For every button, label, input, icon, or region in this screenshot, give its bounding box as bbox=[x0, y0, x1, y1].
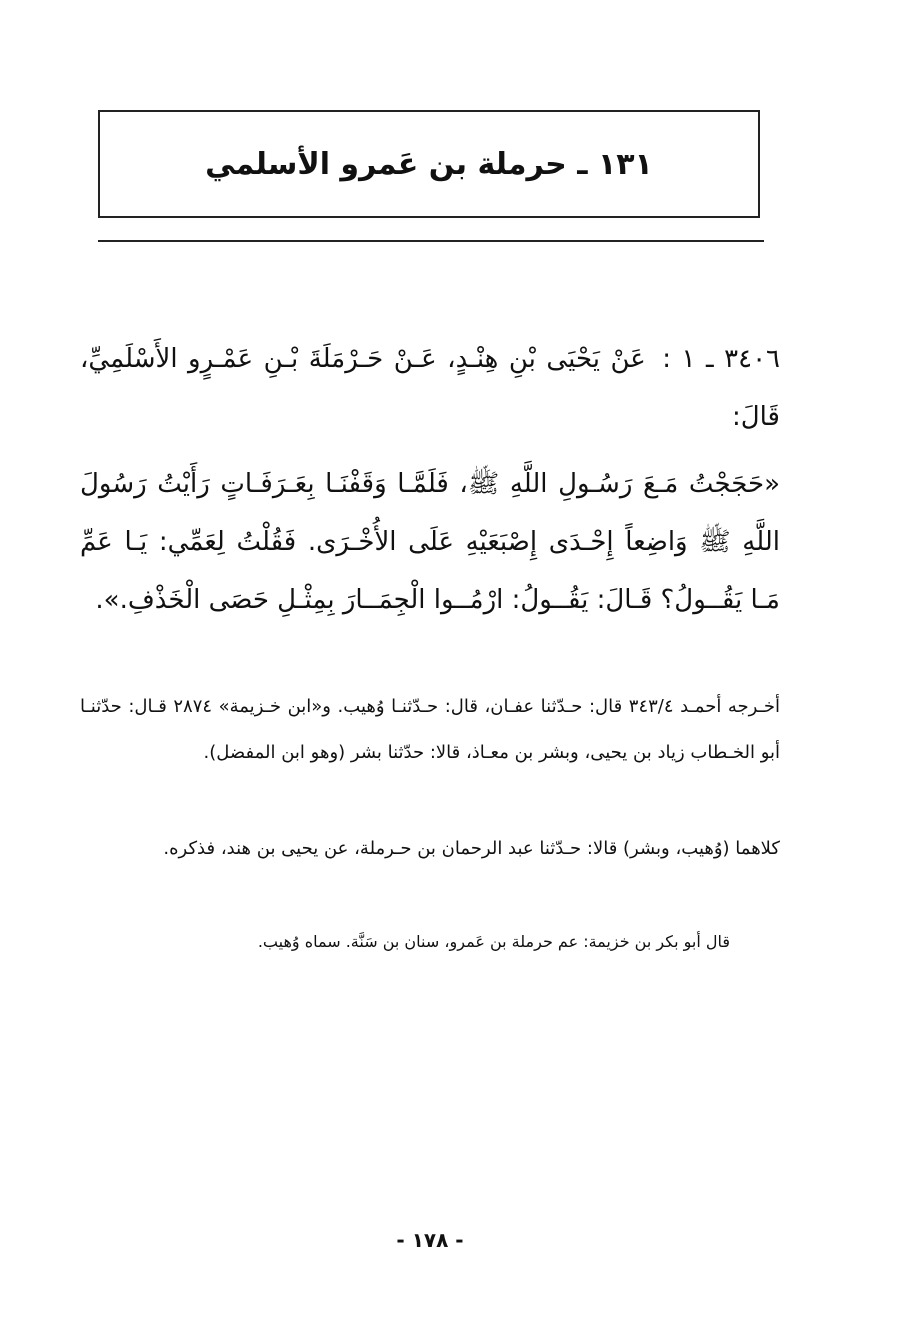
page-number: - ١٧٨ - bbox=[396, 1228, 464, 1252]
takhrij-paragraph-2: كلاهما (وُهيب، وبشر) قالا: حـدّثنا عبد الرحمان بن حـرملة، عن يحيى بن هند، فذكره. bbox=[163, 838, 780, 859]
takhrij-paragraph-1: أخـرجه أحمـد ٣٤٣/٤ قال: حـدّثنا عفـان، قال: حـدّثنـا وُهيب. و«ابن خـزيمة» ٢٨٧٤ قـال: حدّثنـا أبو الخـطاب زياد بن يحيى، وبشر بن معـاذ، قالا: حدّثنا بشر (وهو ابن المفضل). bbox=[80, 696, 780, 763]
hadith-intro bbox=[80, 330, 780, 446]
chapter-title-box bbox=[98, 110, 760, 218]
hadith-isnad: عَنْ يَحْيَى بْنِ هِنْـدٍ، عَـنْ حَـرْمَلَةَ بْـنِ عَمْـرٍو الأَسْلَمِيِّ، قَالَ: bbox=[80, 344, 780, 432]
hadith-number: ٣٤٠٦ ـ ١ : bbox=[662, 344, 780, 374]
chapter-title: ١٣١ ـ حرملة بن عَمرو الأسلمي bbox=[205, 146, 653, 182]
title-divider bbox=[98, 240, 764, 242]
hadith-matn: «حَجَجْتُ مَـعَ رَسُـولِ اللَّهِ ﷺ، فَلَمَّـا وَقَفْنَـا بِعَـرَفَـاتٍ رَأَيْتُ رَسُولَ اللَّهِ ﷺ وَاضِعاً إِحْـدَى إِصْبَعَيْهِ عَلَى الأُخْـرَى. فَقُلْتُ لِعَمِّي: يَـا عَمِّ مَـا يَقُــولُ؟ قَـالَ: يَقُــولُ: ارْمُــوا الْجِمَــارَ بِمِثْـلِ حَصَى الْخَذْفِ.». bbox=[80, 469, 780, 615]
footnote: قال أبو بكر بن خزيمة: عم حرملة بن عَمرو، سنان بن سَنَّة. سماه وُهيب. bbox=[257, 932, 730, 951]
